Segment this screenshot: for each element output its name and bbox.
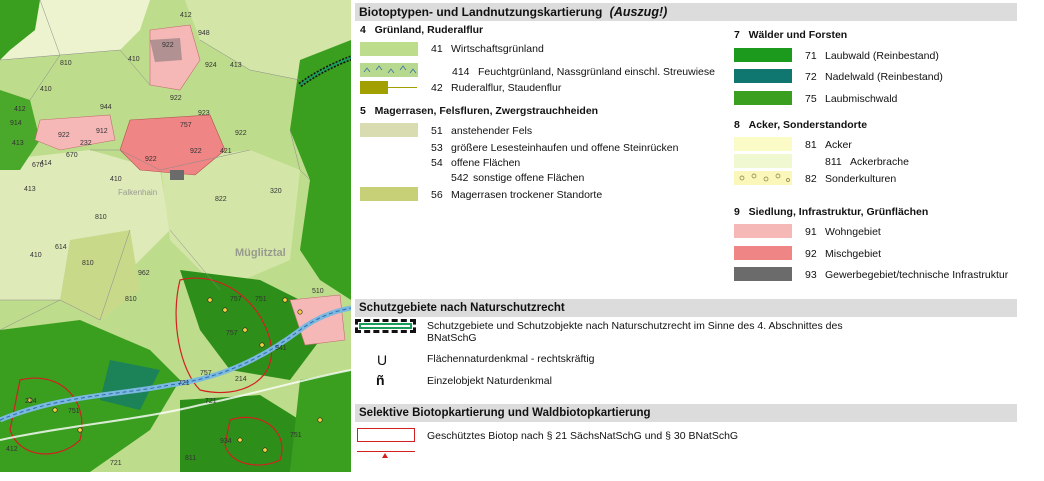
map-code: 757: [226, 330, 238, 337]
label-51: anstehender Fels: [451, 125, 533, 137]
code-93: 93: [805, 269, 817, 281]
map-code: 413: [24, 186, 36, 193]
natural-monument-area-text: Flächennaturdenkmal - rechtskräftig: [427, 353, 595, 365]
code-71: 71: [805, 50, 817, 62]
group-number: 4: [360, 24, 366, 36]
label-542: sonstige offene Flächen: [473, 172, 585, 184]
label-91: Wohngebiet: [825, 226, 881, 238]
group-header: [360, 105, 598, 117]
natural-monument-area-icon: U: [377, 352, 388, 368]
map-code: 320: [270, 188, 282, 195]
map-code: 412: [6, 446, 18, 453]
map-code: 670: [32, 162, 44, 169]
code-51: 51: [431, 125, 443, 137]
map-code: 757: [230, 296, 242, 303]
swatch-56: [360, 187, 418, 201]
swatch-82: [734, 171, 792, 185]
swatch-93: [734, 267, 792, 281]
label-72: Nadelwald (Reinbestand): [825, 71, 943, 83]
code-414: 414: [452, 66, 470, 78]
code-56: 56: [431, 189, 443, 201]
map-code: 962: [138, 270, 150, 277]
label-53: größere Lesesteinhaufen und offene Steinrücken: [451, 142, 679, 154]
map-code: 941: [275, 345, 287, 352]
swatch-72: [734, 69, 792, 83]
code-41: 41: [431, 43, 443, 55]
label-71: Laubwald (Reinbestand): [825, 50, 939, 62]
swatch-42: [360, 81, 388, 94]
protected-area-swatch: [355, 319, 416, 333]
section-title: Schutzgebiete nach Naturschutzrecht: [359, 302, 565, 314]
section-title: Selektive Biotopkartierung und Waldbiotopkartierung: [359, 407, 651, 419]
code-42: 42: [431, 82, 443, 94]
map-code: 811: [185, 455, 197, 462]
natural-monument-object-text: Einzelobjekt Naturdenkmal: [427, 375, 552, 387]
map-code: 912: [96, 128, 108, 135]
map-code: 757: [180, 122, 192, 129]
map-canvas: [0, 0, 351, 472]
map-code: 721: [178, 380, 190, 387]
label-414: Feuchtgrünland, Nassgrünland einschl. Streuwiese: [478, 66, 715, 78]
code-53: 53: [431, 142, 443, 154]
code-81: 81: [805, 139, 817, 151]
label-93: Gewerbegebiet/technische Infrastruktur: [825, 269, 1009, 281]
map-code: 412: [14, 106, 26, 113]
map-code: 948: [198, 30, 210, 37]
place-label: Müglitztal: [235, 247, 286, 259]
group-header: [734, 29, 847, 41]
map-code: 922: [235, 130, 247, 137]
group-number: 9: [734, 206, 740, 218]
map-code: 721: [110, 460, 122, 467]
map-code: 924: [205, 62, 217, 69]
map-code: 822: [215, 196, 227, 203]
map-code: 413: [230, 62, 242, 69]
legend-title-bar: [355, 3, 1017, 21]
label-81: Acker: [825, 139, 852, 151]
map-code: 421: [220, 148, 232, 155]
group-number: 7: [734, 29, 740, 41]
swatch-81: [734, 137, 792, 151]
group-title: Magerrasen, Felsfluren, Zwergstrauchheiden: [374, 105, 599, 117]
code-92: 92: [805, 248, 817, 260]
label-42: Ruderalflur, Staudenflur: [451, 82, 562, 94]
group-title: Grünland, Ruderalflur: [374, 24, 484, 36]
place-label: Falkenhain: [118, 188, 158, 197]
industrial-area: [170, 170, 184, 180]
label-82: Sonderkulturen: [825, 173, 897, 185]
map-code: 922: [170, 95, 182, 102]
map-code: 944: [100, 104, 112, 111]
map-code: 922: [162, 42, 174, 49]
map-code: 923: [198, 110, 210, 117]
group-header: [734, 206, 928, 218]
protected-biotop-triangle-icon: [382, 453, 388, 458]
map-code: 934: [220, 438, 232, 445]
legend-title: Biotoptypen- und Landnutzungskartierung: [359, 5, 603, 19]
label-92: Mischgebiet: [825, 248, 882, 260]
map-code: 232: [80, 140, 92, 147]
legend-title-suffix: (Auszug!): [609, 5, 668, 19]
swatch-42-line: [388, 87, 417, 88]
swatch-75: [734, 91, 792, 105]
group-title: Acker, Sonderstandorte: [748, 119, 868, 131]
map-code: 810: [82, 260, 94, 267]
map-code: 414: [40, 160, 52, 167]
code-82: 82: [805, 173, 817, 185]
code-542: 542: [451, 172, 469, 184]
map-excerpt[interactable]: [0, 0, 351, 472]
code-75: 75: [805, 93, 817, 105]
map-code: 922: [190, 148, 202, 155]
swatch-414: [360, 63, 418, 77]
map-code: 410: [30, 252, 42, 259]
map-code: 410: [128, 56, 140, 63]
map-code: 757: [200, 370, 212, 377]
section-bar-schutz: [355, 299, 1017, 317]
group-header: [734, 119, 867, 131]
map-code: 413: [12, 140, 24, 147]
map-code: 922: [145, 156, 157, 163]
group-number: 8: [734, 119, 740, 131]
swatch-92: [734, 246, 792, 260]
map-code: 922: [58, 132, 70, 139]
code-91: 91: [805, 226, 817, 238]
map-code: 410: [110, 176, 122, 183]
map-code: 914: [10, 120, 22, 127]
label-54: offene Flächen: [451, 157, 521, 169]
protected-area-text: Schutzgebiete und Schutzobjekte nach Naturschutzrecht im Sinne des 4. Abschnittes des BNatSchG: [427, 320, 843, 344]
label-75: Laubmischwald: [825, 93, 898, 105]
map-code: 510: [312, 288, 324, 295]
group-title: Siedlung, Infrastruktur, Grünflächen: [748, 206, 929, 218]
map-code: 410: [40, 86, 52, 93]
group-header: [360, 24, 483, 36]
wetland-pattern: [360, 63, 418, 77]
protected-biotop-swatch: [357, 428, 415, 442]
protected-biotop-text: Geschütztes Biotop nach § 21 SächsNatSchG und § 30 BNatSchG: [427, 430, 739, 442]
label-811: Ackerbrache: [850, 156, 909, 168]
swatch-41: [360, 42, 418, 56]
swatch-91: [734, 224, 792, 238]
special-crop-pattern: [734, 171, 792, 185]
swatch-811: [734, 154, 792, 168]
map-code: 810: [125, 296, 137, 303]
label-56: Magerrasen trockener Standorte: [451, 189, 603, 201]
map-code: 412: [180, 12, 192, 19]
map-code: 614: [55, 244, 67, 251]
map-code: 751: [255, 296, 267, 303]
swatch-51: [360, 123, 418, 137]
group-number: 5: [360, 105, 366, 117]
map-code: 810: [60, 60, 72, 67]
natural-monument-object-icon: ñ: [376, 372, 385, 388]
map-code: 751: [68, 408, 80, 415]
code-54: 54: [431, 157, 443, 169]
label-41: Wirtschaftsgrünland: [451, 43, 544, 55]
map-code: 670: [66, 152, 78, 159]
map-code: 810: [95, 214, 107, 221]
swatch-71: [734, 48, 792, 62]
map-code: 214: [25, 398, 37, 405]
section-bar-biotop: [355, 404, 1017, 422]
protected-area-swatch-inner: [359, 323, 412, 329]
map-code: 751: [290, 432, 302, 439]
group-title: Wälder und Forsten: [748, 29, 848, 41]
legend-panel: [351, 0, 1044, 481]
protected-biotop-line: [357, 451, 415, 452]
code-811: 811: [825, 156, 842, 168]
map-code: 214: [235, 376, 247, 383]
code-72: 72: [805, 71, 817, 83]
map-code: 721: [205, 398, 217, 405]
